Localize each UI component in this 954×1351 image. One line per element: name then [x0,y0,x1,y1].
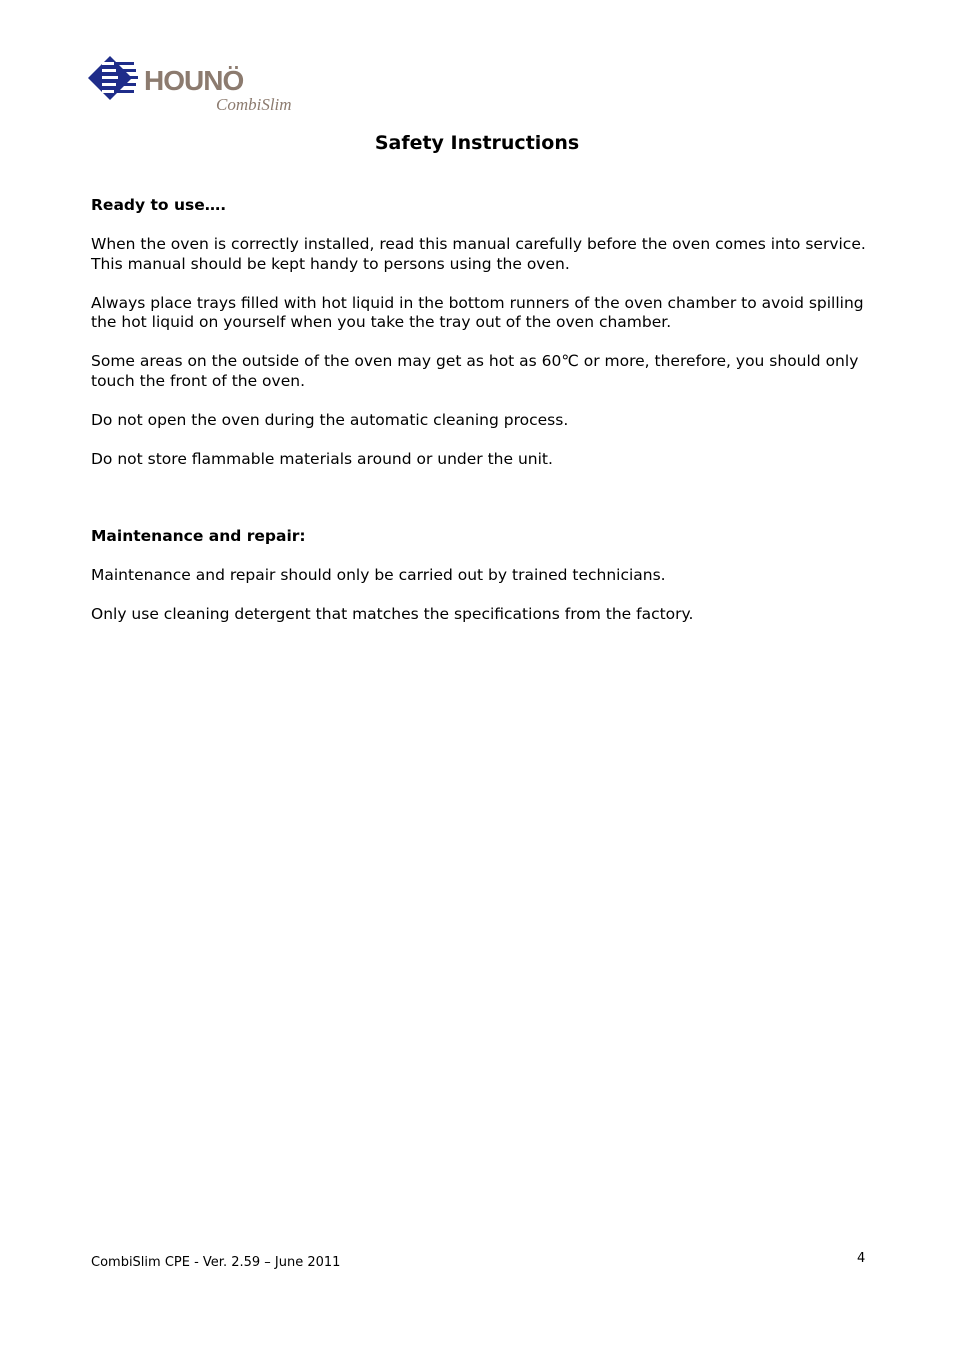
paragraph: Do not store flammable materials around or under the unit. [91,449,553,468]
document-body [91,196,871,625]
paragraph: Only use cleaning detergent that matches the specifications from the factory. [91,605,694,623]
section-heading-maintenance: Maintenance and repair: [91,527,306,545]
diamond-logo-icon [88,56,138,100]
page-number: 4 [857,1251,866,1266]
paragraph: This manual should be kept handy to persons using the oven. [91,254,570,273]
page-title: Safety Instructions [374,132,580,154]
paragraph: Maintenance and repair should only be carried out by trained technicians. [91,566,666,584]
houno-logo [88,52,303,116]
paragraph: Some areas on the outside of the oven may get as hot as 60℃ or more, therefore, you should only touch the front of the oven. [91,352,859,390]
logo-brand-text: HOUNÖ [144,65,244,96]
logo-sub-text: CombiSlim [216,95,292,114]
paragraph: When the oven is correctly installed, read this manual carefully before the oven comes into service. [91,235,866,253]
footer-version: CombiSlim CPE - Ver. 2.59 – June 2011 [91,1255,341,1270]
paragraph: Do not open the oven during the automatic cleaning process. [91,410,569,429]
section-heading-ready: Ready to use…. [91,196,227,214]
paragraph: Always place trays filled with hot liquid in the bottom runners of the oven chamber to avoid spilling the hot liquid on yourself when you take the tray out of the oven chamber. [91,293,864,331]
